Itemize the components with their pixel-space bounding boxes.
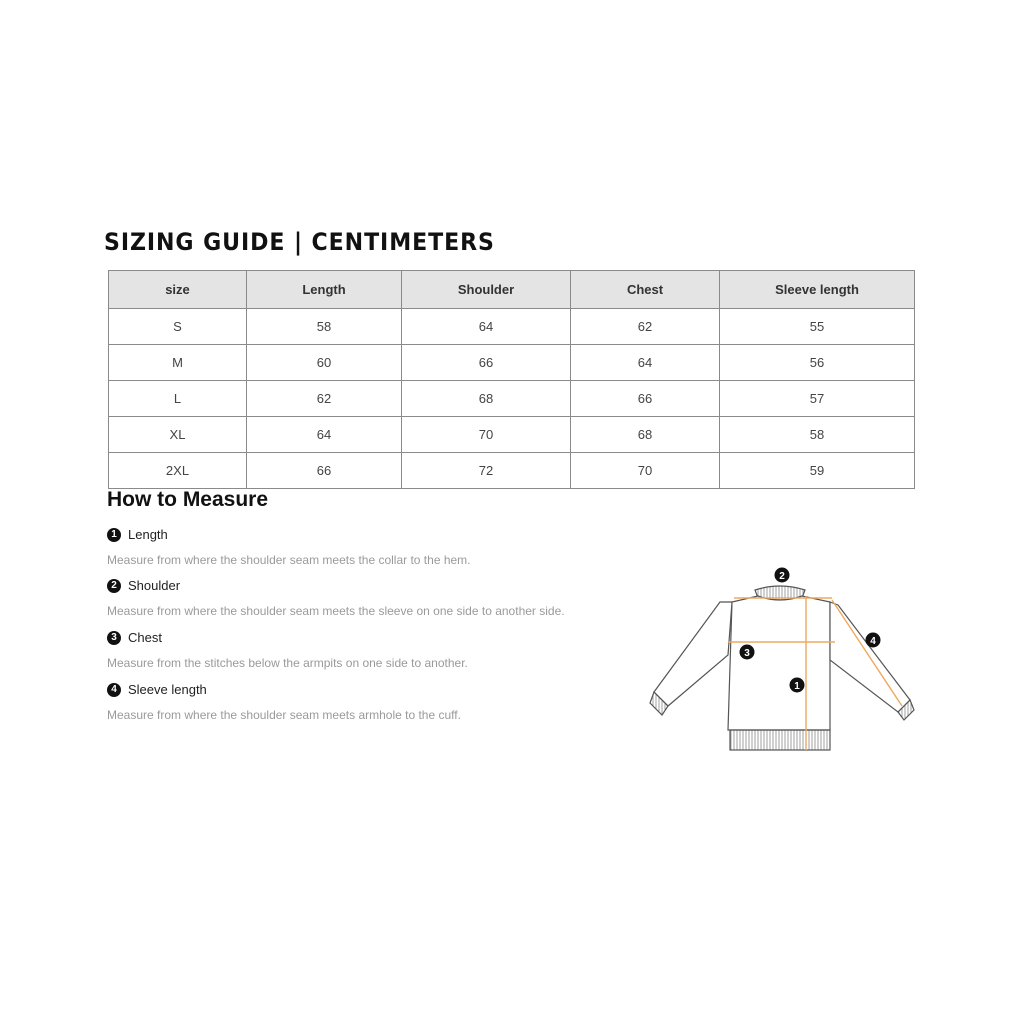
table-cell: 60	[247, 345, 402, 381]
step-description: Measure from the stitches below the armpits on one side to another.	[107, 656, 468, 670]
table-cell: 66	[402, 345, 571, 381]
step-description: Measure from where the shoulder seam meets armhole to the cuff.	[107, 708, 461, 722]
table-cell: 59	[720, 453, 915, 489]
table-row	[109, 309, 915, 345]
table-row	[109, 345, 915, 381]
step-label: Chest	[128, 630, 162, 645]
step-label: Shoulder	[128, 578, 181, 593]
table-cell: 66	[571, 381, 720, 417]
step-shoulder-heading	[107, 578, 180, 593]
table-cell: 72	[402, 453, 571, 489]
number-4-icon: 4	[107, 683, 121, 697]
table-cell: 68	[571, 417, 720, 453]
table-row	[109, 381, 915, 417]
header-shoulder: Shoulder	[402, 271, 571, 309]
sweater-outline	[650, 586, 914, 750]
step-description: Measure from where the shoulder seam meets the sleeve on one side to another side.	[107, 604, 565, 618]
table-cell: 57	[720, 381, 915, 417]
header-size: size	[109, 271, 247, 309]
table-row	[109, 417, 915, 453]
table-cell: 66	[247, 453, 402, 489]
table-cell: M	[109, 345, 247, 381]
table-cell: 64	[402, 309, 571, 345]
size-table	[108, 270, 915, 489]
table-cell: 68	[402, 381, 571, 417]
marker-4	[866, 633, 881, 648]
table-cell: 62	[247, 381, 402, 417]
number-1-icon: 1	[107, 528, 121, 542]
table-cell: S	[109, 309, 247, 345]
step-chest-heading	[107, 630, 162, 645]
marker-2	[775, 568, 790, 583]
marker-3	[740, 645, 755, 660]
header-sleeve-length: Sleeve length	[720, 271, 915, 309]
table-cell: 58	[247, 309, 402, 345]
sweater-diagram	[640, 560, 920, 760]
step-label: Length	[128, 527, 168, 542]
table-row	[109, 453, 915, 489]
table-cell: XL	[109, 417, 247, 453]
marker-3-label: 3	[744, 648, 750, 659]
table-cell: 55	[720, 309, 915, 345]
marker-1-label: 1	[794, 681, 800, 692]
marker-1	[790, 678, 805, 693]
header-length: Length	[247, 271, 402, 309]
table-cell: 56	[720, 345, 915, 381]
header-chest: Chest	[571, 271, 720, 309]
table-cell: L	[109, 381, 247, 417]
step-label: Sleeve length	[128, 682, 207, 697]
step-sleeve-heading	[107, 682, 207, 697]
step-description: Measure from where the shoulder seam meets the collar to the hem.	[107, 553, 471, 567]
table-cell: 58	[720, 417, 915, 453]
marker-2-label: 2	[779, 571, 785, 582]
marker-4-label: 4	[870, 636, 876, 647]
table-cell: 70	[402, 417, 571, 453]
table-cell: 70	[571, 453, 720, 489]
table-cell: 64	[571, 345, 720, 381]
table-cell: 2XL	[109, 453, 247, 489]
table-cell: 64	[247, 417, 402, 453]
number-2-icon: 2	[107, 579, 121, 593]
step-length-heading	[107, 527, 168, 542]
how-to-measure-title: How to Measure	[107, 488, 269, 511]
number-3-icon: 3	[107, 631, 121, 645]
table-cell: 62	[571, 309, 720, 345]
table-header-row	[109, 271, 915, 309]
page-title: SIZING GUIDE | CENTIMETERS	[104, 228, 495, 256]
